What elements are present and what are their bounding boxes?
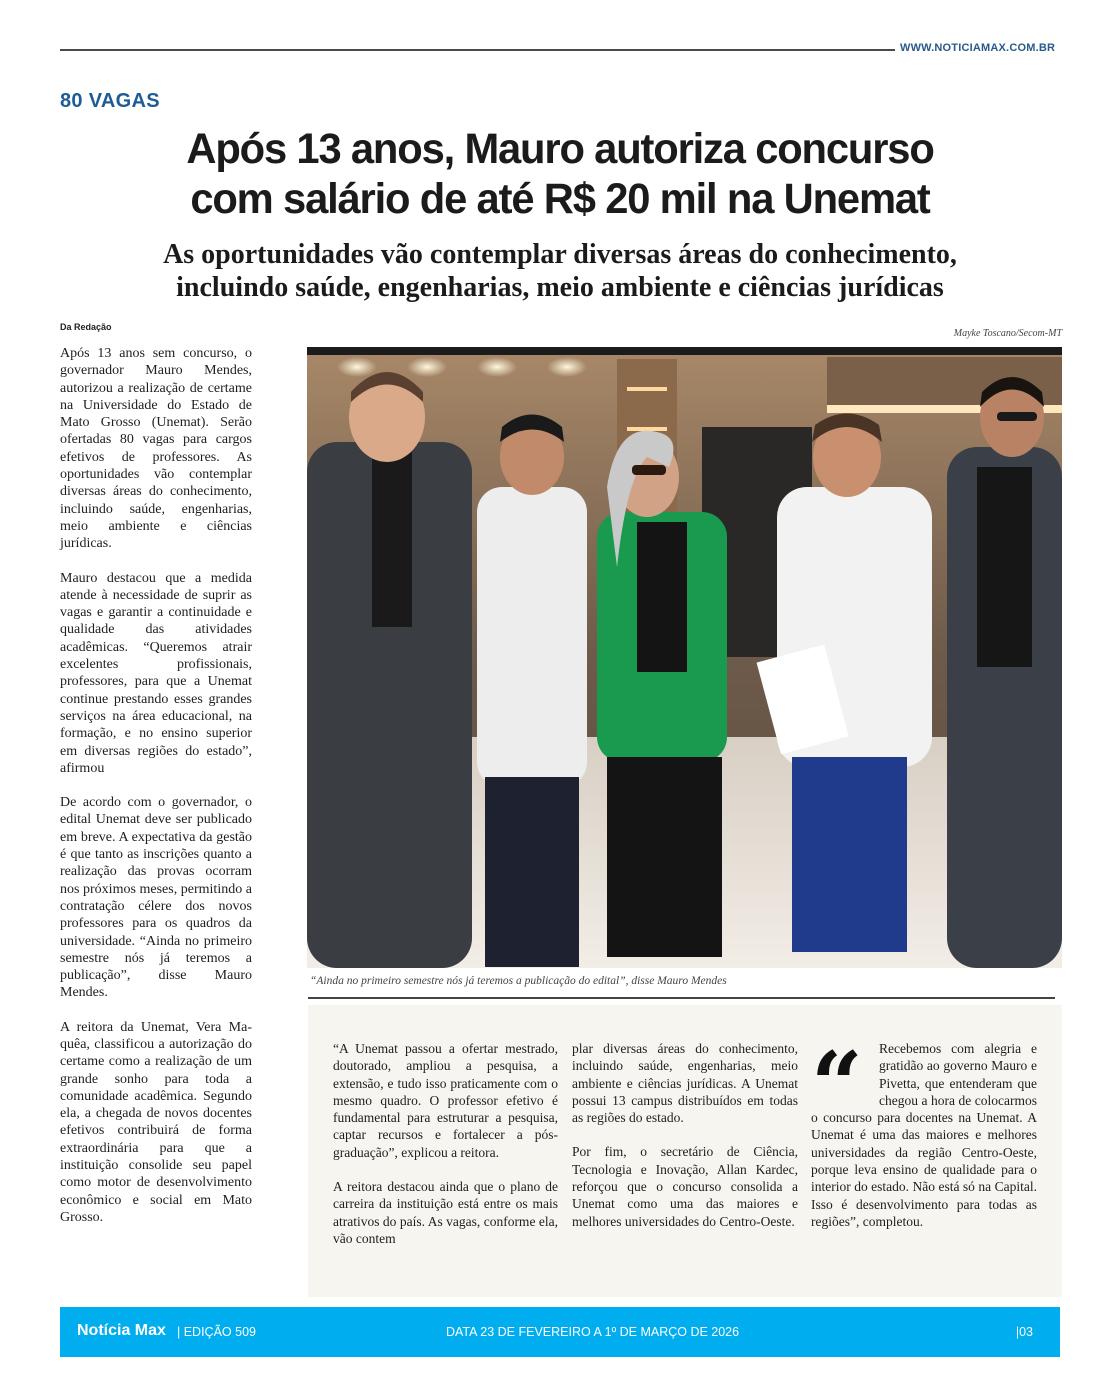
paragraph: plar diversas áreas do conhecimento, incluindo saúde, engenharias, meio ambiente e ciências jurídicas. A Unemat possui 13 campus distribuídos em todas as regiões do estado. — [572, 1041, 798, 1126]
paragraph: “A Unemat passou a ofertar mestrado, doutorado, ampliou a pesquisa, a extensão, e tudo isso praticamente com o mesmo quadro. O professor efetivo é fundamental para estruturar a pesquisa, captar recursos e fortalecer a pós-graduação”, explicou a reitora. — [333, 1041, 558, 1160]
headline-line-1: Após 13 anos, Mauro autoriza concurso — [186, 125, 934, 173]
paragraph: Após 13 anos sem concurso, o governador Mauro Mendes, autorizou a realização de certame na Universidade do Estado de Mato Grosso (Unemat). Serão ofertadas 80 vagas para cargos efetivos de professores. As oportunidades vão contemplar diversas áreas do conhecimento, incluindo saúde, engenharias, meio ambiente e ciências jurídicas. — [60, 346, 252, 552]
article-body-left-column — [60, 345, 252, 1243]
byline: Da Redação — [60, 322, 112, 332]
subhead-line-2: incluindo saúde, engenharias, meio ambiente e ciências jurídicas — [176, 272, 944, 303]
continuation-box — [308, 1005, 1062, 1297]
photo-credit: Mayke Toscano/Secom-MT — [953, 328, 1062, 339]
page-number: |03 — [1015, 1325, 1033, 1339]
paragraph: A reitora da Unemat, Vera Maquêa, classificou a autorização do certame como a realização de um grande sonho para toda a comunidade acadêmica. Segundo ela, a chegada de novos docentes efetivos contribuirá de forma extraordinária para que a instituição consolide seu papel como motor de desenvolvimento econômico e social em Mato Grosso. — [60, 1019, 252, 1225]
footer-edition: | EDIÇÃO 509 — [177, 1325, 256, 1339]
headline-line-2: com salário de até R$ 20 mil na Unemat — [190, 175, 930, 223]
photo-illustration — [307, 347, 1062, 968]
quote-mark-icon: “ — [811, 1032, 863, 1138]
paragraph: Mauro destacou que a medida atende à necessidade de suprir as vagas e garantir a continuidade e qualidade das atividades acadêmicas. “Queremos atrair excelentes profissionais, professores, para que a Unemat continue prestando esses grandes serviços na área educacional, na formação, e no ensino superior em diversas regiões do estado”, afirmou — [60, 570, 252, 776]
paragraph: Por fim, o secretário de Ciência, Tecnologia e Inovação, Allan Kardec, reforçou que o concurso consolida a Unemat como uma das maiores e melhores universidades do Centro-Oeste. — [572, 1144, 798, 1229]
box-column-2 — [572, 1040, 798, 1247]
subheadline — [60, 238, 1060, 304]
top-rule — [60, 49, 895, 51]
paragraph: De acordo com o governador, o edital Unemat deve ser publicado em breve. A expectativa da gestão é que tanto as inscrições quanto a realização das provas ocorram nos próximos meses, permitindo a contratação célere dos novos professores para os quadros da universidade. “Ainda no primeiro semestre nós já teremos a publicação”, disse Mauro Mendes. — [60, 795, 252, 1001]
subhead-line-1: As oportunidades vão contemplar diversas áreas do conhecimento, — [163, 239, 957, 270]
page-footer — [60, 1307, 1060, 1357]
footer-date: DATA 23 DE FEVEREIRO A 1º DE MARÇO DE 2026 — [446, 1325, 740, 1339]
caption-rule — [308, 997, 1055, 999]
site-url[interactable]: WWW.NOTICIAMAX.COM.BR — [900, 42, 1056, 54]
box-column-1 — [333, 1040, 558, 1264]
paragraph: A reitora destacou ainda que o plano de carreira da instituição está entre os mais atrativos do país. As vagas, conforme ela, vão contem — [333, 1179, 558, 1246]
article-photo — [307, 347, 1062, 968]
pull-quote-text: Recebemos com alegria e gratidão ao governo Mauro e Pivetta, que entenderam que chegou a hora de colocarmos o concurso para docentes na Unemat. A Unemat é uma das maiores e melhores universidades da região Centro-Oeste, porque leva ensino de qualidade para o interior do estado. Não está só na Capital. Isso é desenvolvimento para todas as regiões”, completou. — [811, 1041, 1037, 1229]
section-kicker: 80 VAGAS — [60, 90, 160, 112]
photo-caption: “Ainda no primeiro semestre nós já teremos a publicação do edital”, disse Mauro Mendes — [310, 975, 727, 987]
pull-quote — [811, 1032, 1037, 1230]
footer-brand: Notícia Max — [77, 1322, 166, 1339]
headline — [75, 124, 1045, 224]
